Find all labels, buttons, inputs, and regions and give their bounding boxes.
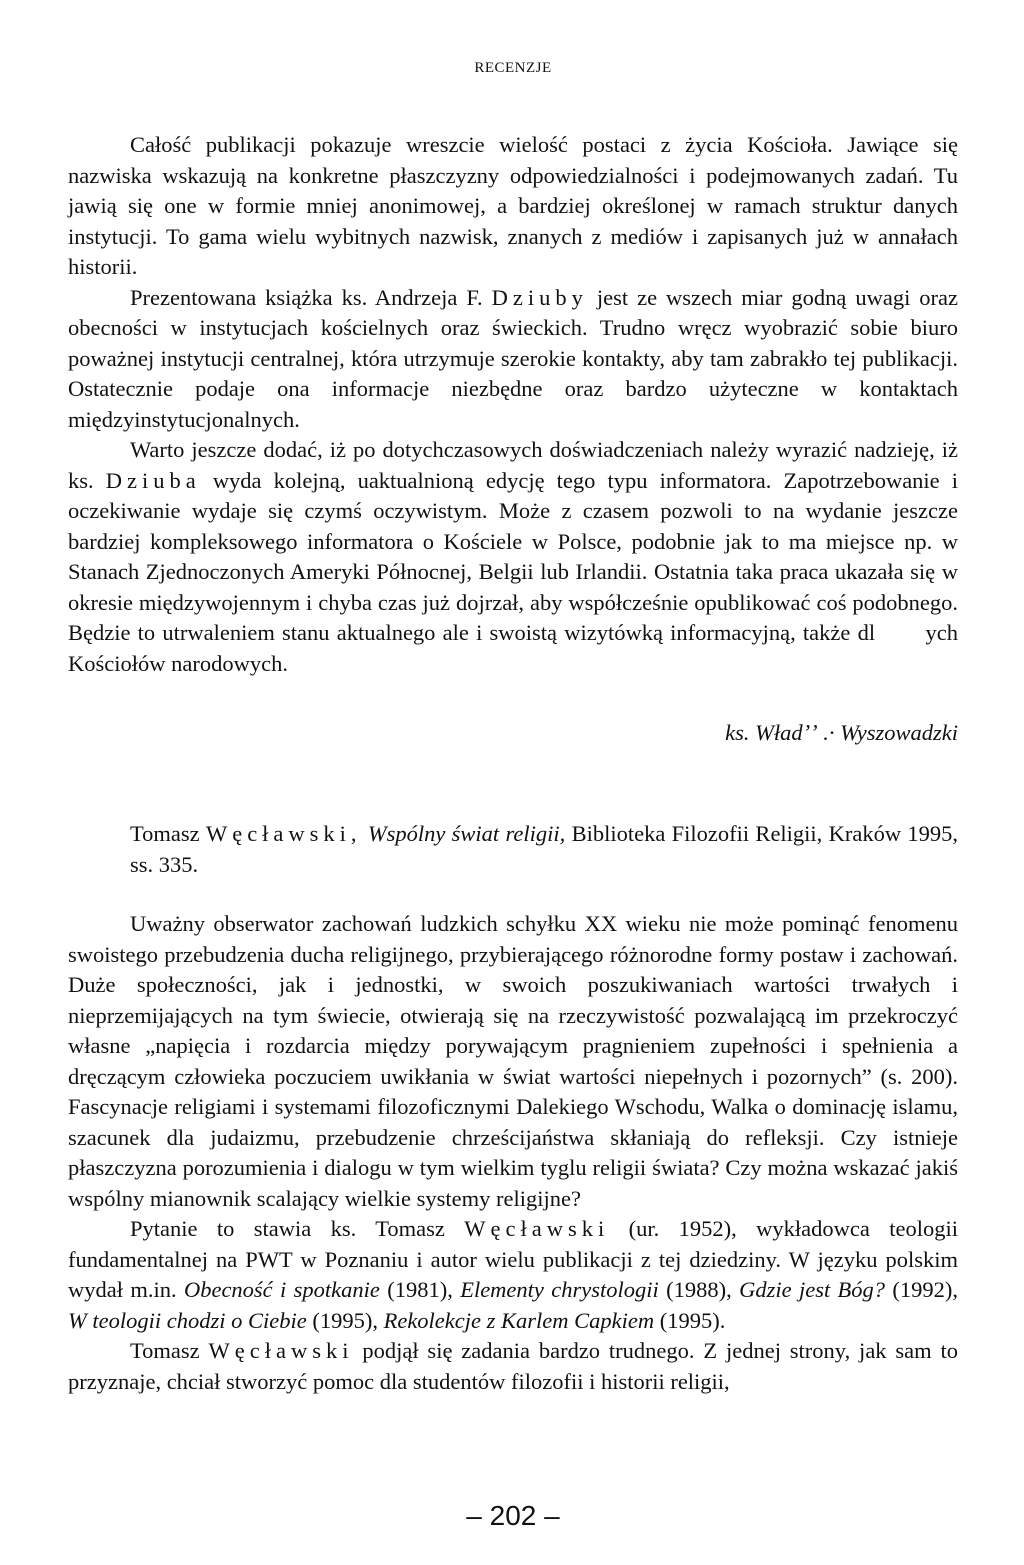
reviewer-signature: ks. Władʼʼ .· Wyszowadzki: [725, 720, 958, 745]
review-2-body: [68, 909, 958, 1397]
text-span: (1995).: [659, 1307, 726, 1333]
text-span: (1992),: [892, 1277, 959, 1302]
book-title: Rekolekcje z Karlem Capkiem: [383, 1307, 655, 1333]
book-title: Gdzie jest Bóg?: [739, 1277, 886, 1302]
review-1-body: [68, 130, 958, 679]
page-number: – 202 –: [466, 1500, 560, 1531]
review-2-bibliographic-heading: [130, 819, 958, 880]
review-2-paragraph-3: [68, 1336, 958, 1397]
author-surname-spaced: Węcławski,: [205, 821, 362, 846]
review-1-paragraph-1: Całość publikacji pokazuje wreszcie wielość postaci z życia Kościoła. Jawiące się nazwiska wskazują na konkretne płaszczyzny odpowiedzialności i podejmowanych zadań. Tu jawią się one w formie mniej anonimowej, a bardziej określonej w ramach struktur danych instytucji. To gama wielu wybitnych nazwisk, znanych z mediów i zapisanych już w annałach historii.: [68, 132, 958, 279]
review-2-paragraph-2: [68, 1214, 958, 1336]
text-span: Warto jeszcze dodać, iż po dotychczasowych doświadczeniach należy wyrazić nadzieję, iż ks.: [68, 437, 958, 493]
book-title: Obecność i spotkanie: [183, 1277, 380, 1302]
document-page: [68, 0, 958, 1565]
book-title: Elementy chrystologii: [460, 1277, 659, 1302]
author-name-spaced: Dziuby: [491, 284, 588, 310]
text-span: (1988),: [666, 1277, 732, 1302]
review-1-paragraph-2: [68, 283, 958, 436]
text-span: Pytanie to stawia ks. Tomasz: [130, 1216, 445, 1241]
text-span: Prezentowana książka ks. Andrzeja F.: [130, 284, 483, 310]
running-head: RECENZJE: [474, 60, 552, 76]
text-span: ych Kościołów narodowych.: [68, 620, 959, 676]
author-name-spaced: Węcławski: [464, 1216, 610, 1241]
text-span: Tomasz: [130, 1338, 200, 1363]
text-span: jest ze wszech miar godną uwagi oraz obecności w instytucjach kościelnych oraz świeckich. Trudno wręcz wyobrazić sobie biuro poważnej instytucji centralnej, która utrzymuje szerokie kontakty, aby tam zabrakło tej publikacji. Ostatecznie podaje ona informacje niezbędne oraz bardzo użyteczne w kontaktach międzyinstytucjonalnych.: [68, 284, 959, 432]
text-span: (ur. 1952), wykładowca teologii fundamentalnej na PWT w Poznaniu i autor wielu publikacji z tej dziedziny. W języku polskim wydał m.in.: [68, 1216, 959, 1302]
author-name-spaced: Węcławski: [208, 1338, 354, 1363]
review-2-paragraph-1: Uważny obserwator zachowań ludzkich schyłku XX wieku nie może pominąć fenomenu swoistego przebudzenia ducha religijnego, przybierającego różnorodne formy postaw i zachowań. Duże społeczności, jak i jednostki, w swoich poszukiwaniach wartości trwałych i nieprzemijających na tym świecie, otwierają się na rzeczywistość pozwalającą im przekroczyć własne „napięcia i rozdarcia między porywającym pragnieniem zupełności i spełnienia a dręczącym człowieka poczuciem uwikłania w świat wartości niepełnych i pozornych” (s. 200). Fascynacje religiami i systemami filozoficznymi Dalekiego Wschodu, Walka o dominację islamu, szacunek dla judaizmu, przebudzenie chrześcijaństwa skłaniają do refleksji. Czy istnieje płaszczyzna porozumienia i dialogu w tym wielkim tyglu religii świata? Czy można wskazać jakiś wspólny mianownik scalający wielkie systemy religijne?: [68, 911, 958, 1211]
book-details: Biblioteka Filozofii Religii, Kraków 1995, ss. 335.: [130, 821, 959, 877]
author-first-name: Tomasz: [130, 821, 200, 846]
book-title: Wspólny świat religii,: [367, 821, 566, 846]
review-1-paragraph-3: [68, 435, 958, 679]
author-name-spaced: Dziuba: [105, 467, 201, 493]
book-title: W teologii chodzi o Ciebie: [68, 1307, 307, 1333]
text-span: podjął się zadania bardzo trudnego. Z jednej strony, jak sam to przyznaje, chciał stworzyć pomoc dla studentów filozofii i historii religii,: [68, 1338, 959, 1394]
text-span: (1995),: [312, 1307, 378, 1333]
text-span: wyda kolejną, uaktualnioną edycję tego typu informatora. Zapotrzebowanie i oczekiwanie wydaje się czymś oczywistym. Może z czasem pozwoli to na wydanie jeszcze bardziej kompleksowego informatora o Kościele w Polsce, podobnie jak to ma miejsce np. w Stanach Zjednoczonych Ameryki Północnej, Belgii lub Irlandii. Ostatnia taka praca ukazała się w okresie międzywojennym i chyba czas już dojrzał, aby współcześnie opublikować coś podobnego. Będzie to utrwaleniem stanu aktualnego ale i swoistą wizytówką informacyjną, także dl: [68, 467, 959, 645]
text-span: (1981),: [387, 1277, 453, 1302]
